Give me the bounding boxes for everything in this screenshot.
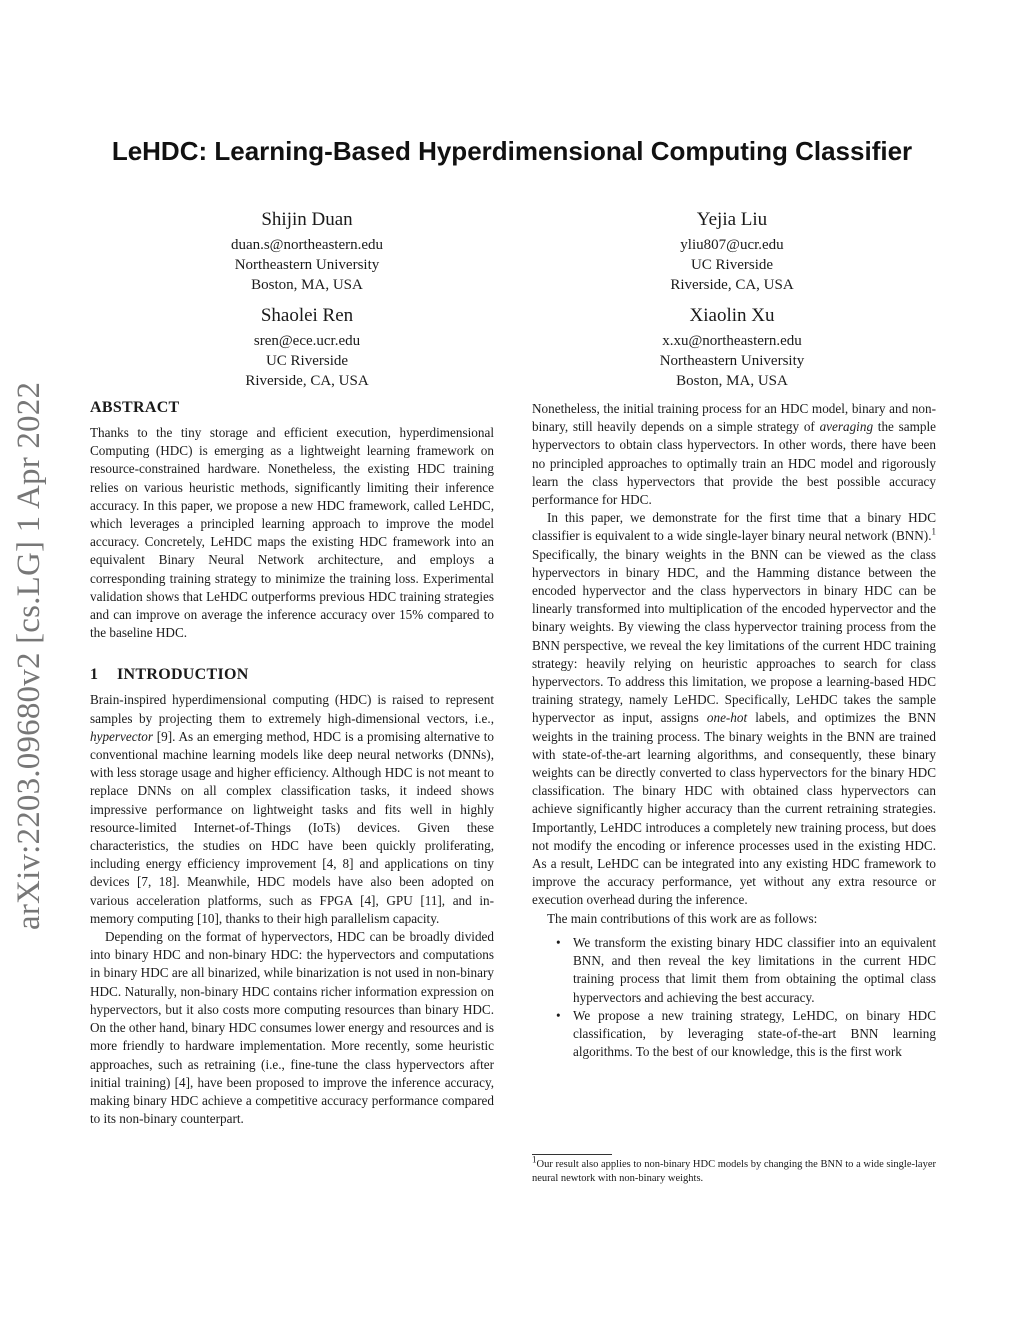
text-run: the sample hypervectors to obtain class hypervectors. In other words, there have been no principled approaches to optimally train an HDC model and rigorously learn the class hypervectors that provide the best possible accuracy performance for HDC. (532, 419, 936, 508)
author-location: Boston, MA, USA (251, 277, 363, 293)
list-item-text: We propose a new training strategy, LeHDC, on binary HDC classification, by leveraging state-of-the-art BNN learning algorithms. To the best of our knowledge, this is the first work (573, 1007, 936, 1060)
author-email: yliu807@ucr.edu (680, 237, 784, 253)
footnote-marker: 1 (931, 527, 936, 538)
paper-title: LeHDC: Learning-Based Hyperdimensional Computing Classifier (111, 136, 913, 166)
author-block (597, 207, 867, 295)
abstract-heading: ABSTRACT (90, 399, 180, 416)
footnote-rule (532, 1154, 612, 1155)
footnote (532, 1154, 936, 1186)
section-number: 1 (90, 666, 99, 684)
footnote-text: Our result also applies to non-binary HDC models by changing the BNN to a wide single-layer neural newtork with non-binary weights. (532, 1159, 936, 1184)
author-block (597, 303, 867, 391)
arxiv-identifier: arXiv:2203.09680v2 [cs.LG] 1 Apr 2022 (11, 381, 47, 930)
bullet-icon: • (556, 934, 561, 950)
author-email: sren@ece.ucr.edu (253, 333, 361, 349)
intro-paragraph: Depending on the format of hypervectors, HDC can be broadly divided into binary HDC and non-binary HDC: the hypervectors and computations in binary HDC are all binarized, while binarization is not used in non-binary HDC. Naturally, non-binary HDC contains richer information expression on hypervectors, but it also costs more computing resources than binary HDC. On the other hand, binary HDC consumes lower energy and resources and is more friendly to hardware implementation. More recently, some heuristic approaches, such as retraining (i.e., fine-tune the class hypervectors after initial training) [4], have been proposed to improve the inference accuracy, making binary HDC achieve a competitive accuracy performance compared to its non-binary counterpart. (90, 929, 494, 1127)
abstract-text: Thanks to the tiny storage and efficient execution, hyperdimensional Computing (HDC) is emerging as a lightweight learning framework on resource-constrained hardware. Nonetheless, the existing HDC training relies on various heuristic methods, significantly limiting their inference accuracy. In this paper, we propose a new HDC framework, called LeHDC, which leverages a principled learning approach to improve the model accuracy. Concretely, LeHDC maps the existing HDC framework into an equivalent Binary Neural Network architecture, and employs a corresponding training strategy to minimize the training loss. Experimental validation shows that LeHDC outperforms previous HDC training strategies and can improve on average the inference accuracy over 15% compared to the baseline HDC. (90, 425, 494, 641)
author-affiliation: Northeastern University (234, 257, 380, 273)
text-run: Specifically, the binary weights in the BNN can be viewed as the class hypervectors in binary HDC, and the Hamming distance between the encoded hypervector and the class hypervectors in binary HDC can be linearly transformed into multiplication of the encoded hypervector and the binary weights. By viewing the class hypervector training process from the BNN perspective, we reveal the key limitations of the current HDC training strategy: heavily relying on heuristic approaches to search for class hypervectors. To address this limitation, we propose a learning-based HDC training strategy, namely LeHDC. Specifically, LeHDC takes the sample hypervector as input, assigns (532, 546, 936, 726)
emphasis: one-hot (706, 710, 748, 726)
author-name: Xiaolin Xu (689, 305, 775, 326)
author-location: Boston, MA, USA (676, 373, 788, 389)
author-location: Riverside, CA, USA (245, 373, 369, 389)
author-name: Yejia Liu (696, 209, 768, 230)
footnote-number: 1 (532, 1154, 537, 1165)
author-affiliation: UC Riverside (690, 257, 774, 273)
intro-paragraph (90, 691, 494, 928)
right-column (532, 400, 936, 1061)
body-paragraph (532, 509, 936, 909)
author-email: duan.s@northeastern.edu (230, 237, 384, 253)
body-paragraph: The main contributions of this work are as follows: (547, 910, 818, 926)
bullet-icon: • (556, 1007, 561, 1023)
contribution-list (532, 934, 936, 1061)
text-run: In this paper, we demonstrate for the first time that a binary HDC classifier is equivalent to a wide single-layer binary neural network (BNN). (532, 510, 936, 544)
author-location: Riverside, CA, USA (670, 277, 794, 293)
section-title: INTRODUCTION (117, 666, 249, 684)
author-affiliation: Northeastern University (659, 353, 805, 369)
text-run: labels, and optimizes the BNN weights in the training process. The binary weights in the BNN are trained with state-of-the-art learning algorithms, and consequently, these binary weights can be directly converted to class hypervectors for the binary HDC classification. The binary HDC with obtained class hypervectors can achieve significantly higher accuracy than the current retraining strategies. Importantly, LeHDC introduces a completely new training process, but does not modify the encoding or inference processes used in the existing HDC. As a result, LeHDC can be integrated into any existing HDC framework to improve the accuracy performance, yet without any extra resource or execution overhead during the inference. (532, 710, 937, 908)
author-name: Shijin Duan (261, 209, 353, 230)
list-item (532, 934, 936, 1007)
author-affiliation: UC Riverside (265, 353, 349, 369)
body-paragraph (532, 400, 936, 509)
list-item-text: We transform the existing binary HDC classifier into an equivalent BNN, and then reveal the key limitations in the current HDC training process that limit them from obtaining the optimal class hypervectors and achieving the best accuracy. (573, 934, 936, 1005)
section-heading (90, 664, 494, 686)
emphasis: hypervector (90, 728, 153, 744)
author-name: Shaolei Ren (260, 305, 354, 326)
author-email: x.xu@northeastern.edu (662, 333, 802, 349)
author-block (172, 207, 442, 295)
text-run: Brain-inspired hyperdimensional computing (HDC) is raised to represent samples by projecting them to extremely high-dimensional vectors, i.e., (90, 692, 494, 726)
emphasis: averaging (819, 419, 874, 435)
author-block (172, 303, 442, 391)
text-run: Nonetheless, the initial training process for an HDC model, binary and non-binary, still heavily depends on a simple strategy of (532, 401, 936, 435)
text-run: [9]. As an emerging method, HDC is a promising alternative to conventional machine learning models like deep neural networks (DNNs), with less storage usage and higher efficiency. Although HDC is not meant to replace DNNs on all complex classification tasks, it indeed shows impressive performance on lightweight tasks and fits well in highly resource-limited Internet-of-Things (IoTs) devices. Given these characteristics, the studies on HDC have been quickly proliferating, including energy efficiency improvement [4, 8] and applications on tiny devices [7, 18]. Meanwhile, HDC models have also been adopted on various acceleration platforms, such as FPGA [4], GPU [11], and in-memory computing [10], thanks to their high parallelism capacity. (90, 728, 494, 926)
list-item (532, 1007, 936, 1062)
left-column (90, 397, 494, 1128)
